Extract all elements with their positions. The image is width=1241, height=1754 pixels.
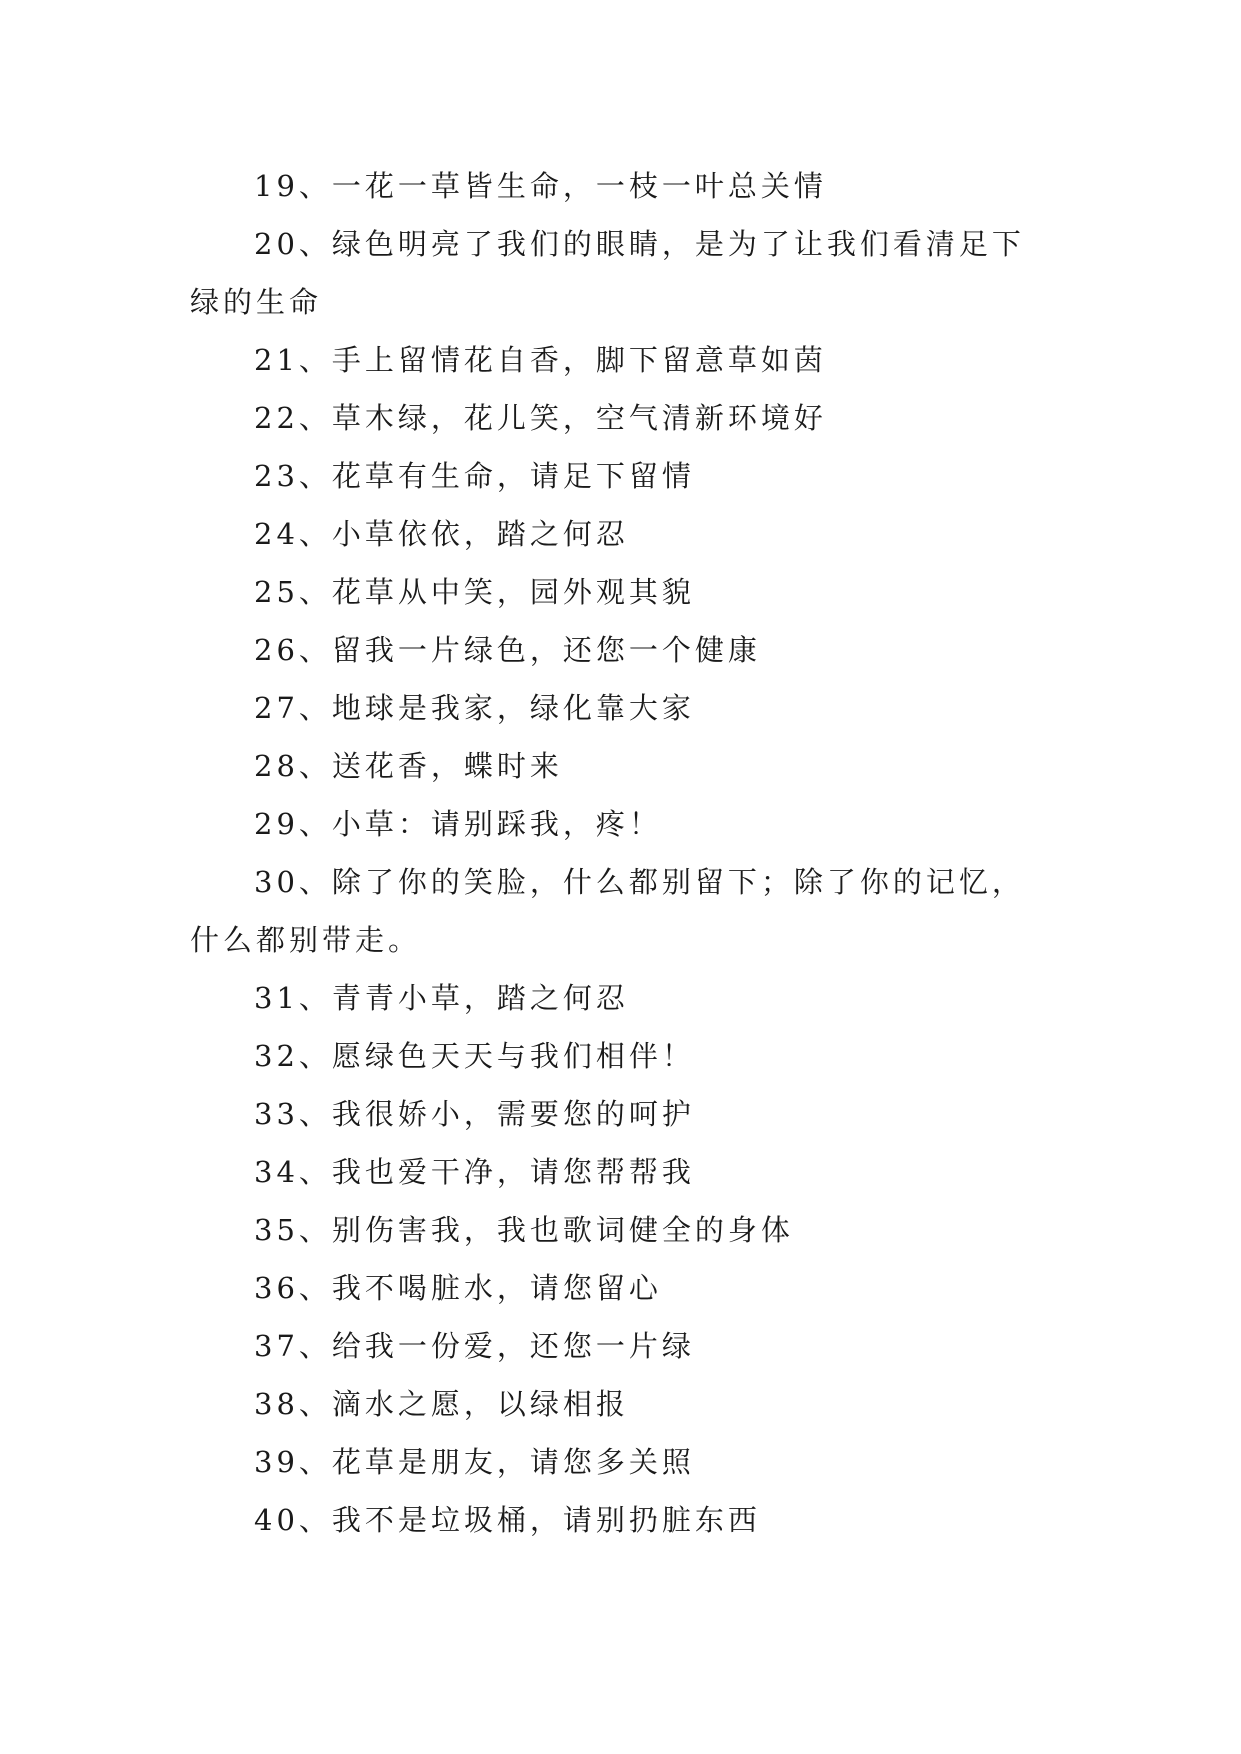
document-body bbox=[190, 157, 1050, 1549]
slogan-33: 33、我很娇小，需要您的呵护 bbox=[254, 1097, 695, 1131]
slogan-31: 31、青青小草，踏之何忍 bbox=[254, 981, 629, 1015]
slogan-32: 32、愿绿色天天与我们相伴！ bbox=[254, 1039, 695, 1073]
slogan-34: 34、我也爱干净，请您帮帮我 bbox=[254, 1155, 695, 1189]
slogan-39: 39、花草是朋友，请您多关照 bbox=[254, 1445, 695, 1479]
slogan-21: 21、手上留情花自香，脚下留意草如茵 bbox=[254, 343, 827, 377]
slogan-37: 37、给我一份爱，还您一片绿 bbox=[254, 1329, 695, 1363]
slogan-22: 22、草木绿，花儿笑，空气清新环境好 bbox=[254, 401, 827, 435]
slogan-28: 28、送花香，蝶时来 bbox=[254, 749, 563, 783]
slogan-35: 35、别伤害我，我也歌词健全的身体 bbox=[254, 1213, 794, 1247]
slogan-30: 30、除了你的笑脸，什么都别留下；除了你的记忆，什么都别带走。 bbox=[190, 865, 1025, 957]
slogan-25: 25、花草从中笑，园外观其貌 bbox=[254, 575, 695, 609]
slogan-20: 20、绿色明亮了我们的眼睛，是为了让我们看清足下绿的生命 bbox=[190, 227, 1025, 319]
slogan-19: 19、一花一草皆生命，一枝一叶总关情 bbox=[254, 169, 827, 203]
slogan-38: 38、滴水之愿，以绿相报 bbox=[254, 1387, 629, 1421]
slogan-27: 27、地球是我家，绿化靠大家 bbox=[254, 691, 695, 725]
slogan-40: 40、我不是垃圾桶，请别扔脏东西 bbox=[254, 1503, 761, 1537]
slogan-36: 36、我不喝脏水，请您留心 bbox=[254, 1271, 662, 1305]
slogan-29: 29、小草：请别踩我，疼！ bbox=[254, 807, 662, 841]
slogan-26: 26、留我一片绿色，还您一个健康 bbox=[254, 633, 761, 667]
slogan-23: 23、花草有生命，请足下留情 bbox=[254, 459, 695, 493]
slogan-24: 24、小草依依，踏之何忍 bbox=[254, 517, 629, 551]
